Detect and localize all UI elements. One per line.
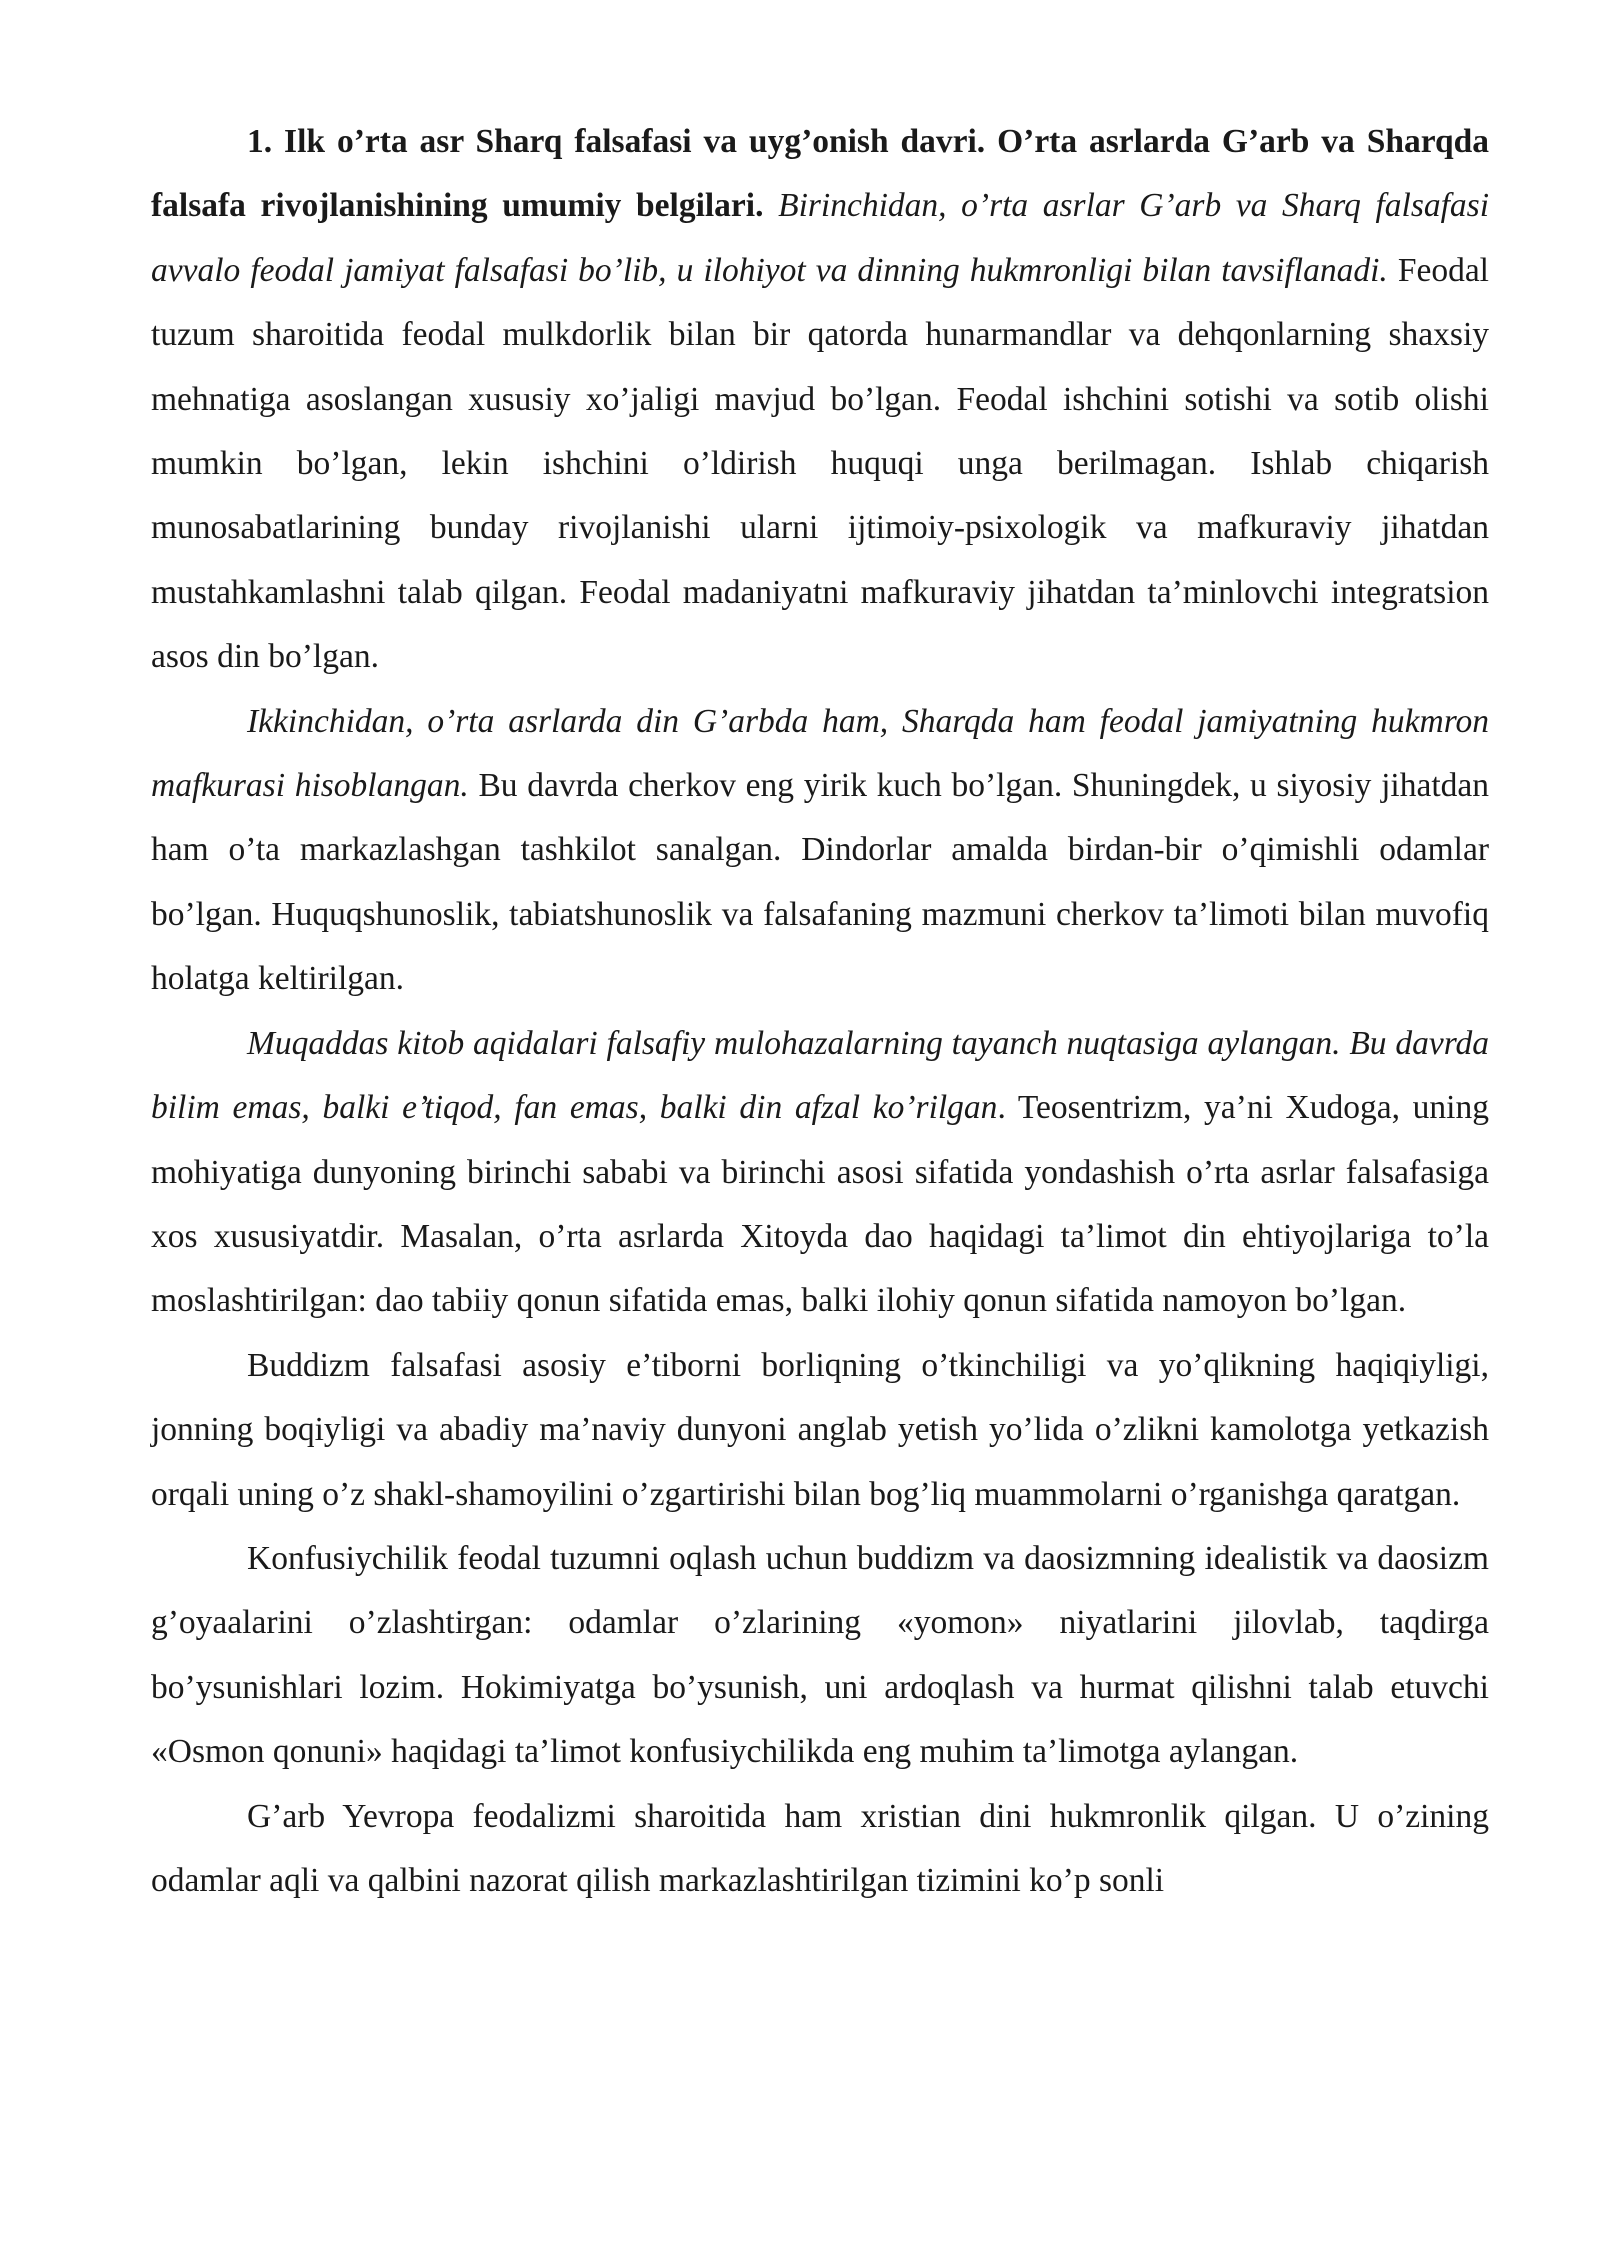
paragraph-4-text: Buddizm falsafasi asosiy e’tiborni borliqning o’tkinchiligi va yo’qlikning haqiqiyligi, jonning boqiyligi va abadiy ma’naviy dunyoni anglab yetish yo’lida o’zlikni kamolotga yetkazish orqali uning o’z shakl-shamoyilini o’zgartirishi bilan bog’liq muammolarni o’rganishga qaratgan. [151, 1346, 1489, 1513]
document-page [151, 110, 1489, 1913]
paragraph-4 [151, 1334, 1489, 1527]
paragraph-3-text: . Teosentrizm, ya’ni Xudoga, uning mohiyatiga dunyoning birinchi sababi va birinchi asosi sifatida yondashish o’rta asrlar falsafasiga xos xususiyatdir. Masalan, o’rta asrlarda Xitoyda dao haqidagi ta’limot din ehtiyojlariga to’la moslashtirilgan: dao tabiiy qonun sifatida emas, balki ilohiy qonun sifatida namoyon bo’lgan. [151, 1089, 1489, 1320]
paragraph-1 [151, 110, 1489, 690]
paragraph-1-text: Feodal tuzum sharoitida feodal mulkdorlik bilan bir qatorda hunarmandlar va dehqonlarning shaxsiy mehnatiga asoslangan xususiy xo’jaligi mavjud bo’lgan. Feodal ishchini sotishi va sotib olishi mumkin bo’lgan, lekin ishchini o’ldirish huquqi unga berilmagan. Ishlab chiqarish munosabatlarining bunday rivojlanishi ularni ijtimoiy-psixologik va mafkuraviy jihatdan mustahkamlashni talab qilgan. Feodal madaniyatni mafkuraviy jihatdan ta’minlovchi integratsion asos din bo’lgan. [151, 251, 1489, 676]
paragraph-3-italic: Muqaddas kitob aqidalari falsafiy mulohazalarning tayanch nuqtasiga aylangan. Bu davrda bilim emas, balki e’tiqod, fan emas, balki din afzal ko’rilgan [151, 1024, 1489, 1127]
paragraph-1-italic: Birinchidan, o’rta asrlar G’arb va Sharq falsafasi avvalo feodal jamiyat falsafasi bo’lib, u ilohiyot va dinning hukmronligi bilan tavsiflanadi. [151, 187, 1490, 289]
paragraph-5-text: Konfusiychilik feodal tuzumni oqlash uchun buddizm va daosizmning idealistik va daosizm g’oyaalarini o’zlashtirgan: odamlar o’zlarining «yomon» niyatlarini jilovlab, taqdirga bo’ysunishlari lozim. Hokimiyatga bo’ysunish, uni ardoqlash va hurmat qilishni talab etuvchi «Osmon qonuni» haqidagi ta’limot konfusiychilikda eng muhim ta’limotga aylangan. [151, 1539, 1489, 1771]
paragraph-2 [151, 690, 1489, 1012]
paragraph-3 [151, 1012, 1489, 1334]
paragraph-2-italic: Ikkinchidan, o’rta asrlarda din G’arbda ham, Sharqda ham feodal jamiyatning hukmron mafkurasi hisoblangan. [151, 702, 1489, 805]
paragraph-2-text: Bu davrda cherkov eng yirik kuch bo’lgan. Shuningdek, u siyosiy jihatdan ham o’ta markazlashgan tashkilot sanalgan. Dindorlar amalda birdan-bir o’qimishli odamlar bo’lgan. Huquqshunoslik, tabiatshunoslik va falsafaning mazmuni cherkov ta’limoti bilan muvofiq holatga keltirilgan. [151, 767, 1490, 998]
section-heading: 1. Ilk o’rta asr Sharq falsafasi va uyg’onish davri. O’rta asrlarda G’arb va Sharqda falsafa rivojlanishining umumiy belgilari. [151, 123, 1489, 225]
paragraph-5 [151, 1527, 1489, 1785]
paragraph-6-text: G’arb Yevropa feodalizmi sharoitida ham xristian dini hukmronlik qilgan. U o’zining odamlar aqli va qalbini nazorat qilish markazlashtirilgan tizimini ko’p sonli [151, 1797, 1489, 1899]
paragraph-6 [151, 1785, 1489, 1914]
